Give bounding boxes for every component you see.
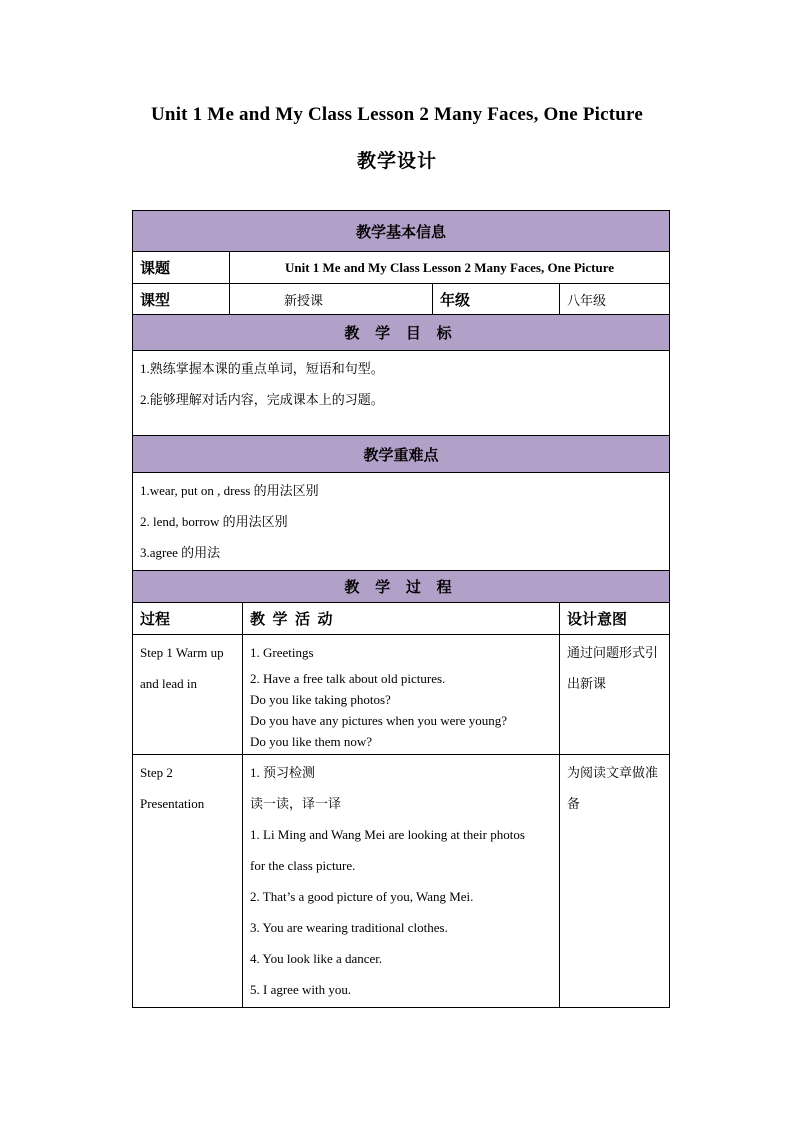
step-name-cell: [133, 635, 243, 755]
activity-line: 1. Li Ming and Wang Mei are looking at their photos: [250, 827, 525, 842]
lesson-plan-table: [132, 210, 670, 1008]
grade-label: 年级: [433, 284, 560, 315]
activity-line: for the class picture.: [250, 858, 356, 873]
difficulties-cell: [133, 473, 670, 571]
col-activity-header: 教 学 活 动: [243, 603, 560, 635]
step-intent-cell: [560, 635, 670, 755]
process-column-headers: [133, 603, 670, 635]
type-value: 新授课: [230, 284, 433, 315]
document-title: Unit 1 Me and My Class Lesson 2 Many Faces, One Picture: [151, 104, 643, 125]
objectives-row: [133, 351, 670, 436]
process-header: 教 学 过 程: [133, 571, 670, 603]
col-intent-header: 设计意图: [560, 603, 670, 635]
activity-line: Do you like them now?: [250, 734, 373, 749]
activity-line: Do you have any pictures when you were young?: [250, 713, 508, 728]
activity-line: 读一读，译一译: [250, 796, 342, 811]
step-name-line: and lead in: [140, 676, 198, 691]
activity-line: 3. You are wearing traditional clothes.: [250, 920, 448, 935]
grade-value: 八年级: [560, 284, 670, 315]
step-intent-cell: [560, 755, 670, 1008]
difficulty-item: 1.wear, put on , dress 的用法区别: [140, 483, 319, 498]
step-activities-cell: [243, 635, 560, 755]
col-process-header: 过程: [133, 603, 243, 635]
intent-line: 通过问题形式引: [567, 645, 659, 660]
topic-label: 课题: [133, 252, 230, 284]
basic-info-header-row: [133, 211, 670, 252]
topic-value: Unit 1 Me and My Class Lesson 2 Many Faces, One Picture: [230, 252, 670, 284]
type-label: 课型: [133, 284, 230, 315]
objectives-header: 教 学 目 标: [133, 315, 670, 351]
objectives-header-row: [133, 315, 670, 351]
activity-line: 4. You look like a dancer.: [250, 951, 383, 966]
document-subtitle: 教学设计: [356, 151, 437, 172]
step-name-line: Presentation: [140, 796, 205, 811]
activity-line: 5. I agree with you.: [250, 982, 352, 997]
difficulties-header-row: [133, 436, 670, 473]
basic-info-header: 教学基本信息: [133, 211, 670, 252]
difficulties-row: [133, 473, 670, 571]
intent-line: 出新课: [567, 676, 607, 691]
type-grade-row: [133, 284, 670, 315]
activity-line: 1. Greetings: [250, 645, 314, 660]
process-header-row: [133, 571, 670, 603]
difficulty-item: 3.agree 的用法: [140, 545, 221, 560]
objectives-cell: [133, 351, 670, 436]
objective-item: 1.熟练掌握本课的重点单词，短语和句型。: [140, 361, 384, 376]
step-row: [133, 635, 670, 755]
step-row: [133, 755, 670, 1008]
difficulty-item: 2. lend, borrow 的用法区别: [140, 514, 288, 529]
activity-line: 2. Have a free talk about old pictures.: [250, 671, 446, 686]
objective-item: 2.能够理解对话内容，完成课本上的习题。: [140, 392, 384, 407]
activity-line: 1. 预习检测: [250, 765, 316, 780]
difficulties-header: 教学重难点: [133, 436, 670, 473]
topic-row: [133, 252, 670, 284]
step-name-line: Step 2: [140, 765, 173, 780]
step-name-cell: [133, 755, 243, 1008]
activity-line: 2. That’s a good picture of you, Wang Mei.: [250, 889, 474, 904]
activity-line: Do you like taking photos?: [250, 692, 391, 707]
step-activities-cell: [243, 755, 560, 1008]
step-name-line: Step 1 Warm up: [140, 645, 224, 660]
intent-line: 备: [567, 796, 581, 811]
intent-line: 为阅读文章做准: [567, 765, 659, 780]
